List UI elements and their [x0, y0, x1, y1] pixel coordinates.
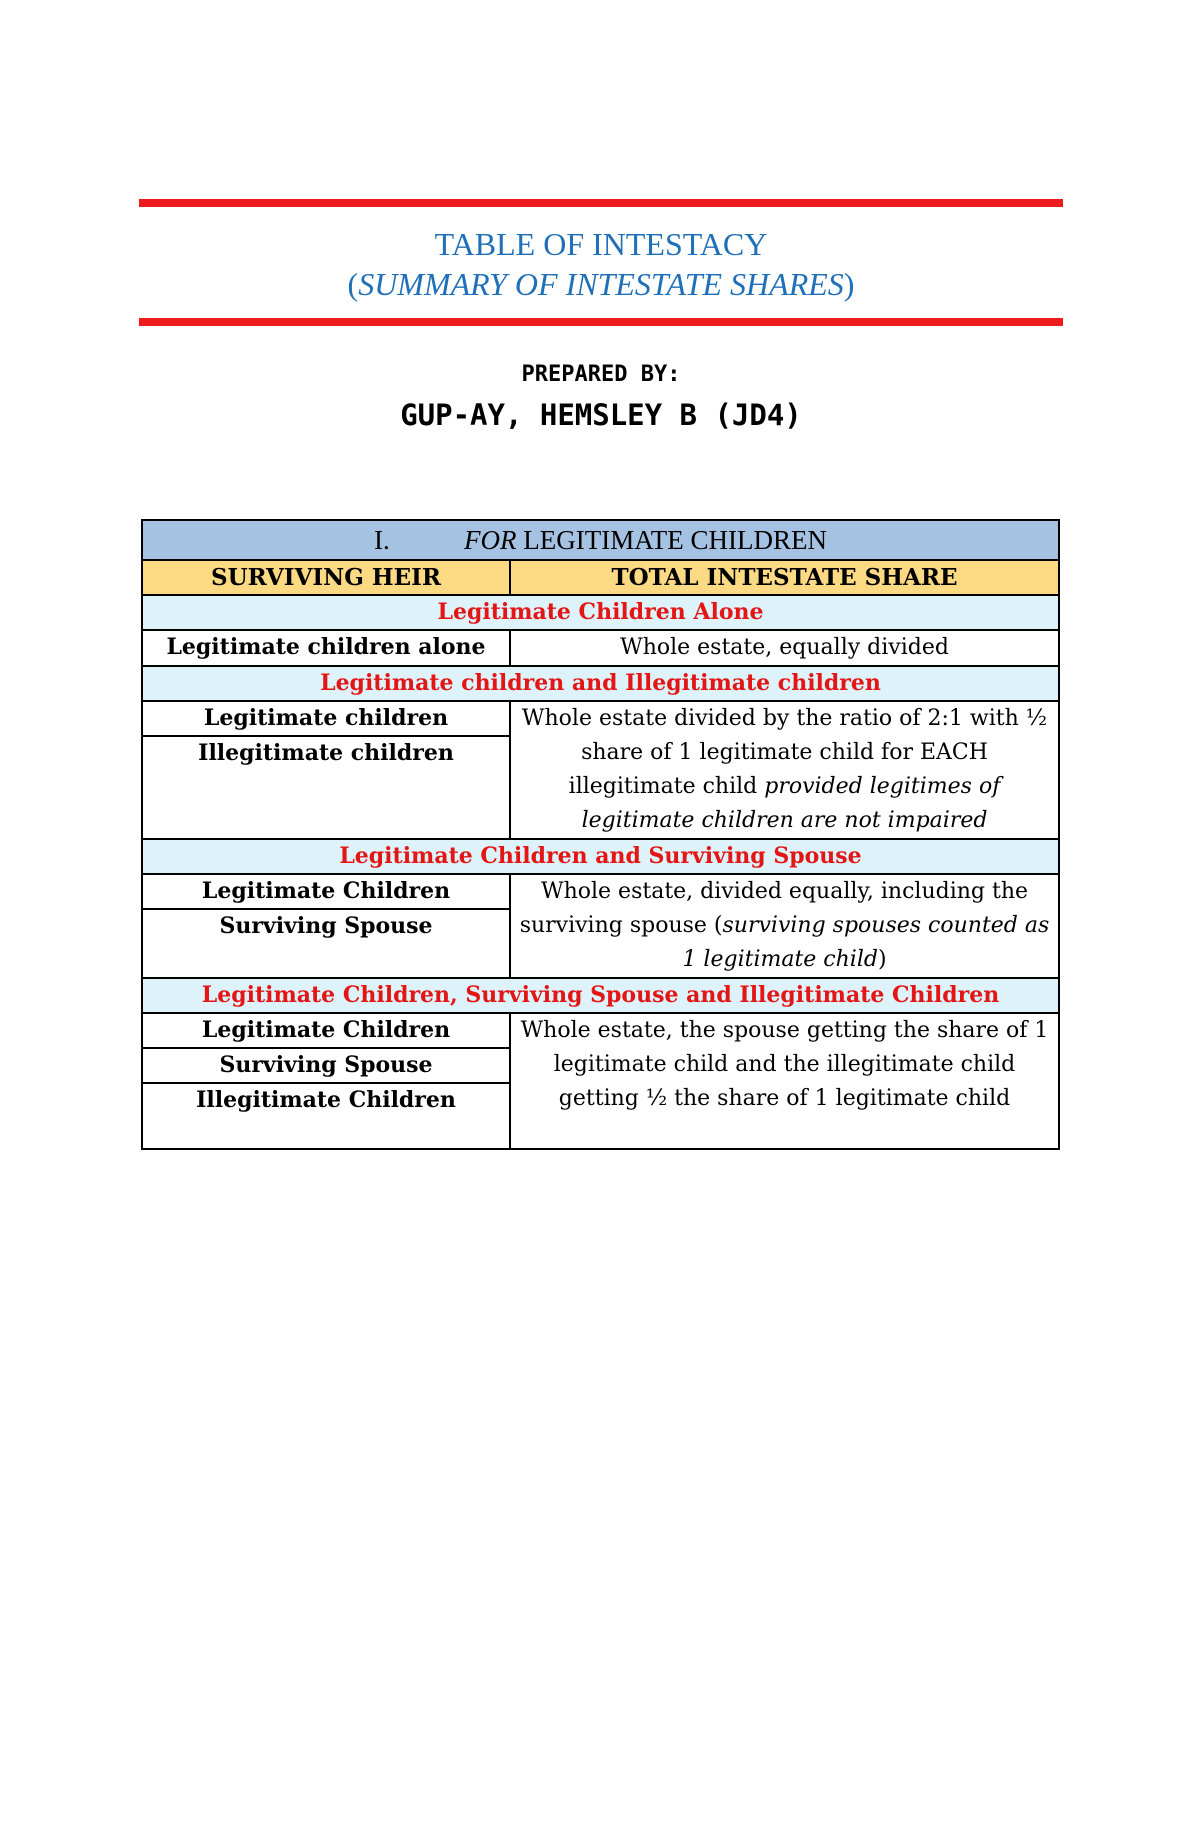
share-note: provided legitimes of legitimate children are not impaired — [581, 774, 1001, 833]
document-subtitle: (SUMMARY OF INTESTATE SHARES) — [347, 266, 855, 302]
prepared-by-name: GUP-AY, HEMSLEY B (JD4) — [400, 398, 802, 432]
column-header-row — [142, 560, 1059, 595]
bottom-red-rule — [139, 318, 1063, 326]
share-cell: Whole estate, divided equally, including the surviving spouse (surviving spouses counted as 1 legitimate child) — [510, 874, 1059, 978]
group-row — [142, 839, 1059, 874]
share-note: surviving spouses counted as 1 legitimate child — [682, 913, 1050, 972]
intestacy-table — [141, 519, 1060, 1150]
group-title: Legitimate children and Illegitimate children — [142, 666, 1059, 701]
group-row — [142, 595, 1059, 630]
heir-cell: Illegitimate children — [142, 736, 510, 839]
table-row — [142, 630, 1059, 666]
section-title: LEGITIMATE CHILDREN — [516, 525, 827, 555]
share-cell: Whole estate divided by the ratio of 2:1 with ½ share of 1 legitimate child for EACH illegitimate child provided legitimes of legitimate children are not impaired — [510, 701, 1059, 839]
table-row — [142, 1013, 1059, 1048]
top-red-rule — [139, 199, 1063, 207]
heir-cell: Surviving Spouse — [142, 1048, 510, 1083]
document-title: TABLE OF INTESTACY — [434, 226, 768, 262]
column-header-heir: SURVIVING HEIR — [142, 560, 510, 595]
heir-cell: Legitimate Children — [142, 874, 510, 909]
section-number: I. — [374, 525, 390, 555]
prepared-by-label: PREPARED BY: — [521, 362, 681, 387]
heir-cell: Surviving Spouse — [142, 909, 510, 978]
table-row — [142, 701, 1059, 736]
heir-cell: Legitimate children — [142, 701, 510, 736]
heir-cell: Legitimate children alone — [142, 630, 510, 666]
subtitle-italic: SUMMARY OF INTESTATE SHARES — [358, 266, 844, 302]
group-row — [142, 666, 1059, 701]
heir-cell: Illegitimate Children — [142, 1083, 510, 1149]
table-row — [142, 874, 1059, 909]
group-title: Legitimate Children, Surviving Spouse and Illegitimate Children — [142, 978, 1059, 1013]
section-header — [142, 520, 1059, 560]
column-header-share: TOTAL INTESTATE SHARE — [510, 560, 1059, 595]
section-header-row — [142, 520, 1059, 560]
share-cell: Whole estate, the spouse getting the share of 1 legitimate child and the illegitimate child getting ½ the share of 1 legitimate child — [510, 1013, 1059, 1149]
share-cell: Whole estate, equally divided — [510, 630, 1059, 666]
section-italic: FOR — [464, 525, 517, 555]
group-title: Legitimate Children Alone — [142, 595, 1059, 630]
group-title: Legitimate Children and Surviving Spouse — [142, 839, 1059, 874]
group-row — [142, 978, 1059, 1013]
heir-cell: Legitimate Children — [142, 1013, 510, 1048]
